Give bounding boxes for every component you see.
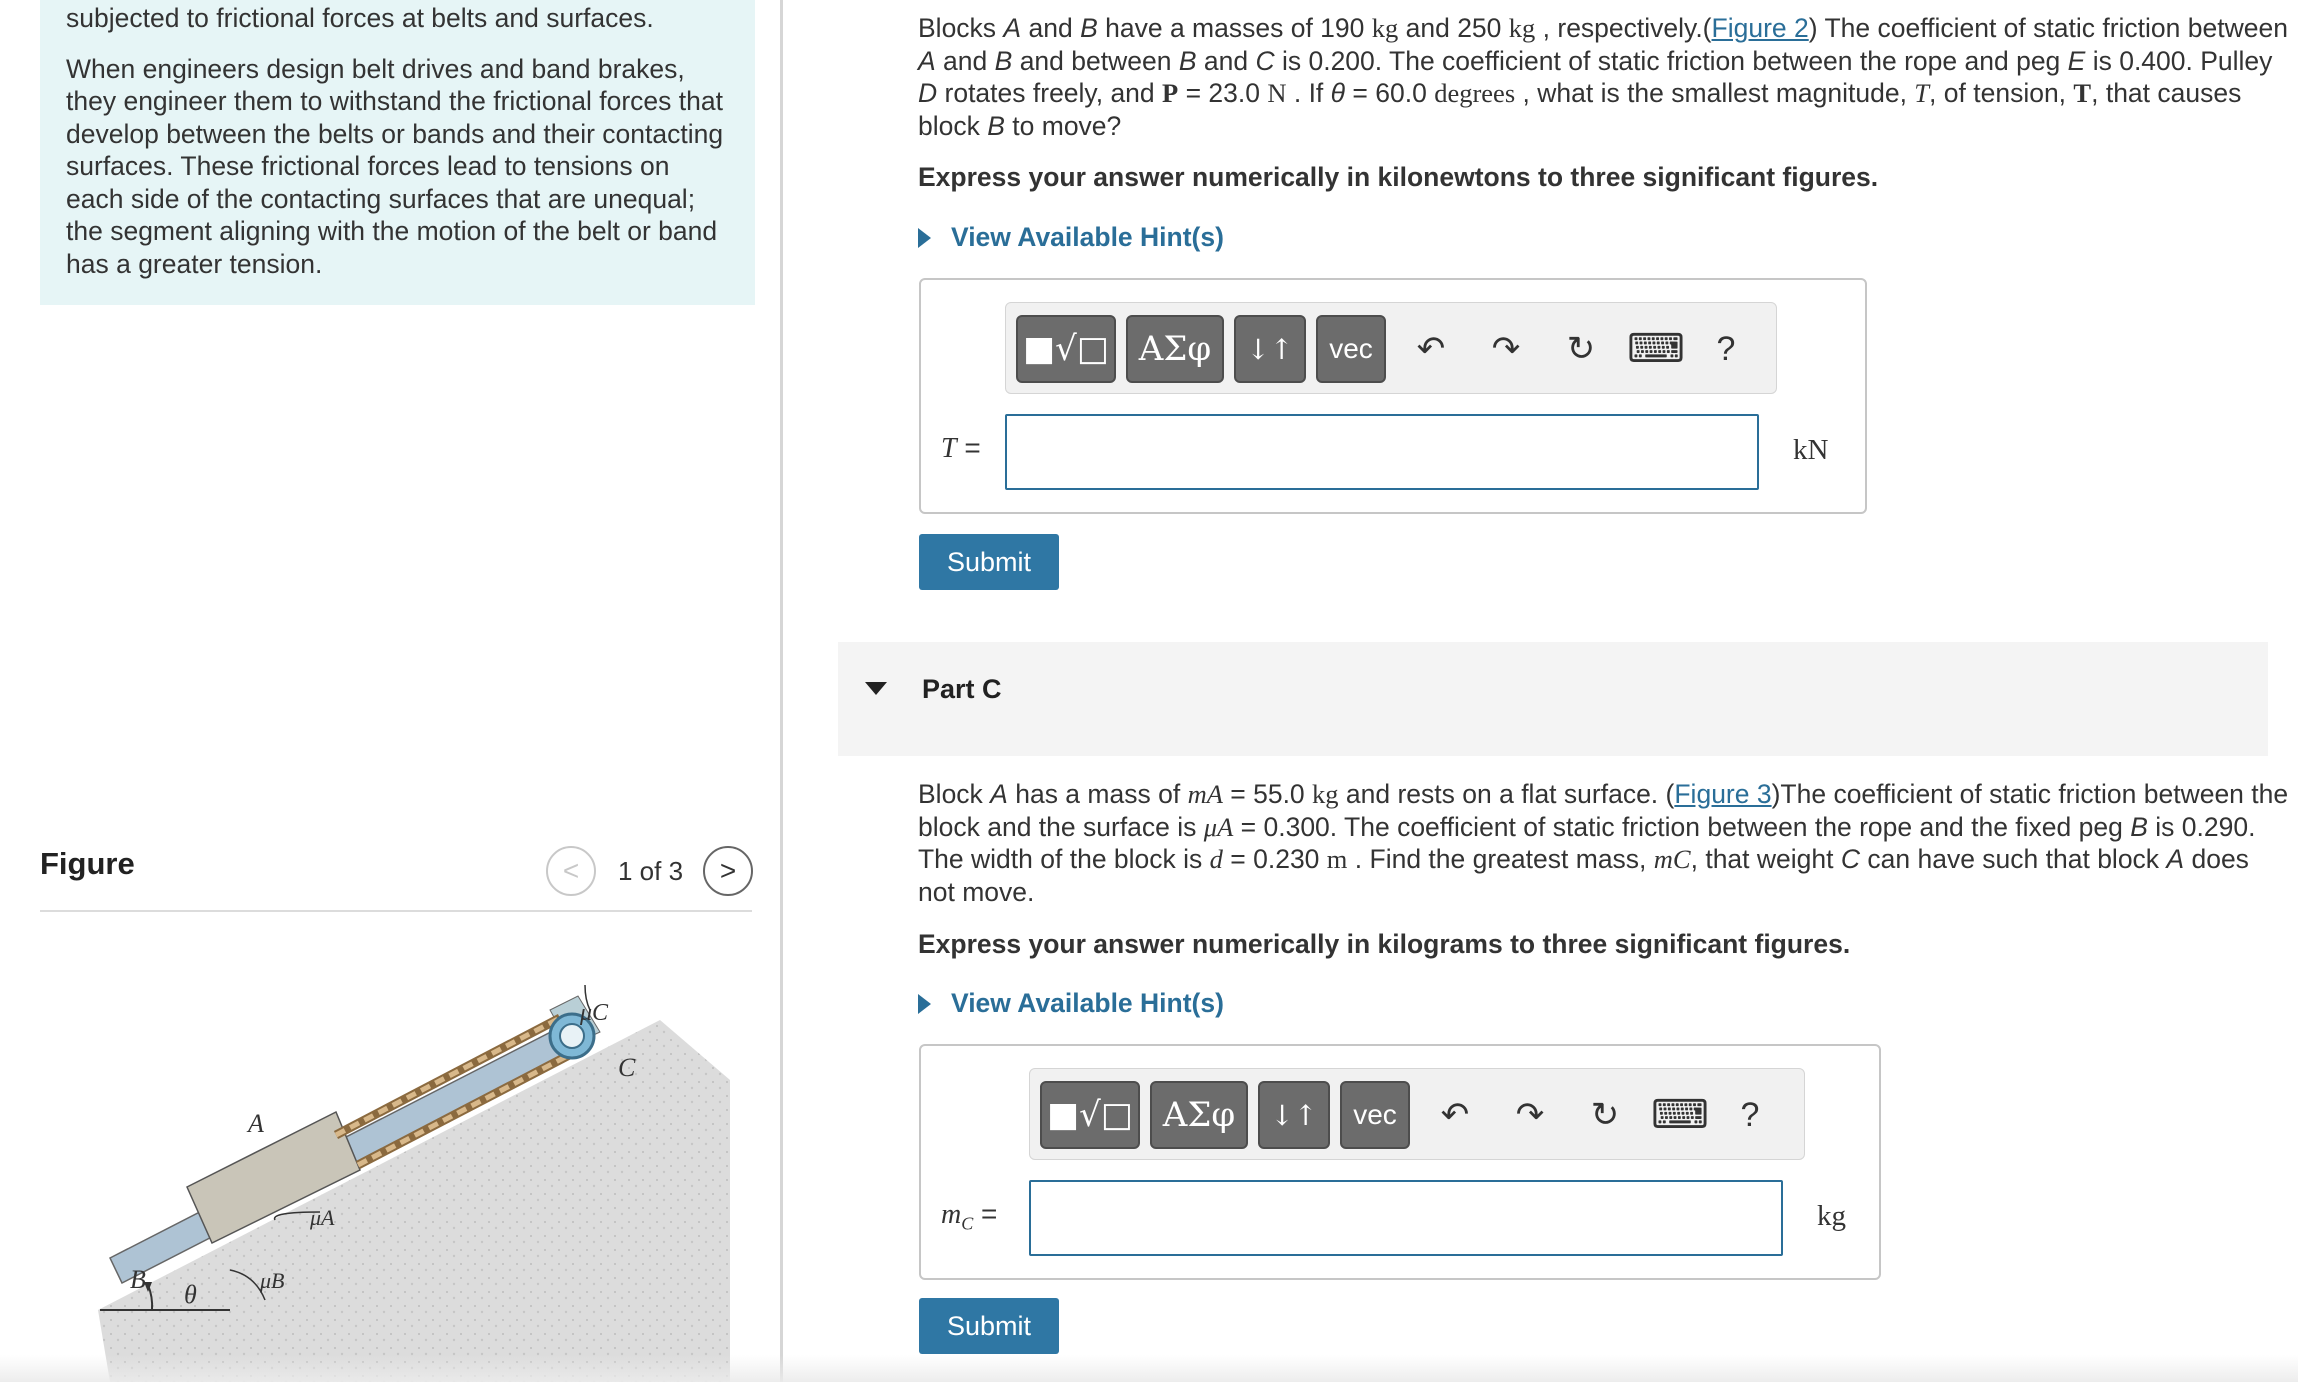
partB-hint-label: View Available Hint(s): [951, 222, 1224, 252]
undo-icon[interactable]: ↶: [1416, 330, 1446, 368]
partC-hint-label: View Available Hint(s): [951, 988, 1224, 1018]
partB-problem-text: Blocks A and B have a masses of 190 kg and 250 kg , respectively.(Figure 2) The coefficient of static friction between A and B and between B and C is 0.200. The coefficient of static friction between the rope and peg E is 0.400. Pulley D rotates freely, and P = 23.0 N . If θ = 60.0 degrees , what is the smallest magnitude, T, of tension, T, that causes block B to move?: [918, 13, 2288, 141]
intro-box: [40, 0, 755, 305]
intro-paragraph-2: When engineers design belt drives and band brakes, they engineer them to withstand the frictional forces that develop between the belts or bands and their contacting surfaces. These frictional forces lead to tensions on each side of the contacting surfaces that are unequal; the segment aligning with the motion of the belt or band has a greater tension.: [66, 53, 724, 279]
chevron-right-icon: >: [719, 855, 737, 886]
partC-header[interactable]: [838, 642, 2268, 756]
templates-button[interactable]: ■√□: [1040, 1081, 1140, 1149]
partB-answer-box: [919, 278, 1867, 514]
figure-image: [80, 980, 750, 1382]
undo-icon[interactable]: ↶: [1440, 1096, 1470, 1134]
arrows-button[interactable]: ↓↑: [1258, 1081, 1330, 1149]
page-bottom-fade: [0, 1355, 2298, 1382]
caret-right-icon: [918, 228, 931, 248]
arrows-button[interactable]: ↓↑: [1234, 315, 1306, 383]
label-theta: θ: [184, 1280, 197, 1309]
partC-math-toolbar: [1029, 1068, 1805, 1160]
partC-submit-button[interactable]: Submit: [919, 1298, 1059, 1354]
chevron-left-icon: <: [562, 855, 580, 886]
partC-problem-text: Block A has a mass of mA = 55.0 kg and rests on a flat surface. (Figure 3)The coefficient of static friction between the block and the surface is μA = 0.300. The coefficient of static friction between the rope and the fixed peg B is 0.290. The width of the block is d = 0.230 m . Find the greatest mass, mC, that weight C can have such that block A does not move.: [918, 779, 2289, 907]
figure-2-link[interactable]: Figure 2: [1711, 13, 1809, 43]
templates-button[interactable]: ■√□: [1016, 315, 1116, 383]
redo-icon[interactable]: ↷: [1515, 1096, 1545, 1134]
label-muC: μC: [580, 1000, 609, 1026]
figure-nav: [546, 846, 753, 896]
left-pane: [0, 0, 780, 1382]
label-B: B: [130, 1265, 146, 1294]
label-C: C: [618, 1053, 636, 1082]
partB-unit: kN: [1793, 434, 1829, 466]
vec-button[interactable]: vec: [1316, 315, 1386, 383]
partB-math-toolbar: [1005, 302, 1777, 394]
figure-counter: 1 of 3: [618, 855, 684, 886]
figure-prev-button[interactable]: [546, 846, 596, 896]
intro-paragraph-1: subjected to frictional forces at belts and surfaces.: [66, 3, 654, 33]
figure-3-link[interactable]: Figure 3: [1674, 779, 1772, 809]
greek-button[interactable]: ΑΣφ: [1126, 315, 1224, 383]
reset-icon[interactable]: ↻: [1566, 330, 1596, 368]
reset-icon[interactable]: ↻: [1590, 1096, 1620, 1134]
partC-unit: kg: [1817, 1200, 1846, 1232]
figure-title: Figure: [40, 846, 135, 881]
partB-hint-toggle[interactable]: [918, 222, 1224, 253]
partC-answer-box: [919, 1044, 1881, 1280]
right-pane: [783, 0, 2298, 1382]
help-icon[interactable]: ?: [1740, 1095, 1760, 1134]
figure-next-button[interactable]: [703, 846, 753, 896]
partB-variable-label: T =: [941, 432, 981, 464]
partC-variable-label: $m_C$ =: [941, 1198, 998, 1234]
figure-divider: [40, 910, 752, 912]
label-muA: μA: [310, 1205, 335, 1230]
caret-down-icon: [865, 682, 887, 695]
keyboard-icon[interactable]: ⌨: [1627, 327, 1685, 371]
partB-answer-input[interactable]: [1005, 414, 1759, 490]
partC-title: Part C: [922, 674, 1002, 704]
help-icon[interactable]: ?: [1716, 329, 1736, 368]
label-A: A: [248, 1109, 264, 1138]
caret-right-icon: [918, 994, 931, 1014]
vec-button[interactable]: vec: [1340, 1081, 1410, 1149]
partB-instruction: Express your answer numerically in kilonewtons to three significant figures.: [918, 162, 1879, 192]
partC-hint-toggle[interactable]: [918, 988, 1224, 1019]
partC-instruction: Express your answer numerically in kilograms to three significant figures.: [918, 929, 1851, 959]
partB-submit-button[interactable]: Submit: [919, 534, 1059, 590]
partC-answer-input[interactable]: [1029, 1180, 1783, 1256]
redo-icon[interactable]: ↷: [1491, 330, 1521, 368]
label-muB: μB: [260, 1268, 285, 1293]
keyboard-icon[interactable]: ⌨: [1651, 1093, 1709, 1137]
greek-button[interactable]: ΑΣφ: [1150, 1081, 1248, 1149]
